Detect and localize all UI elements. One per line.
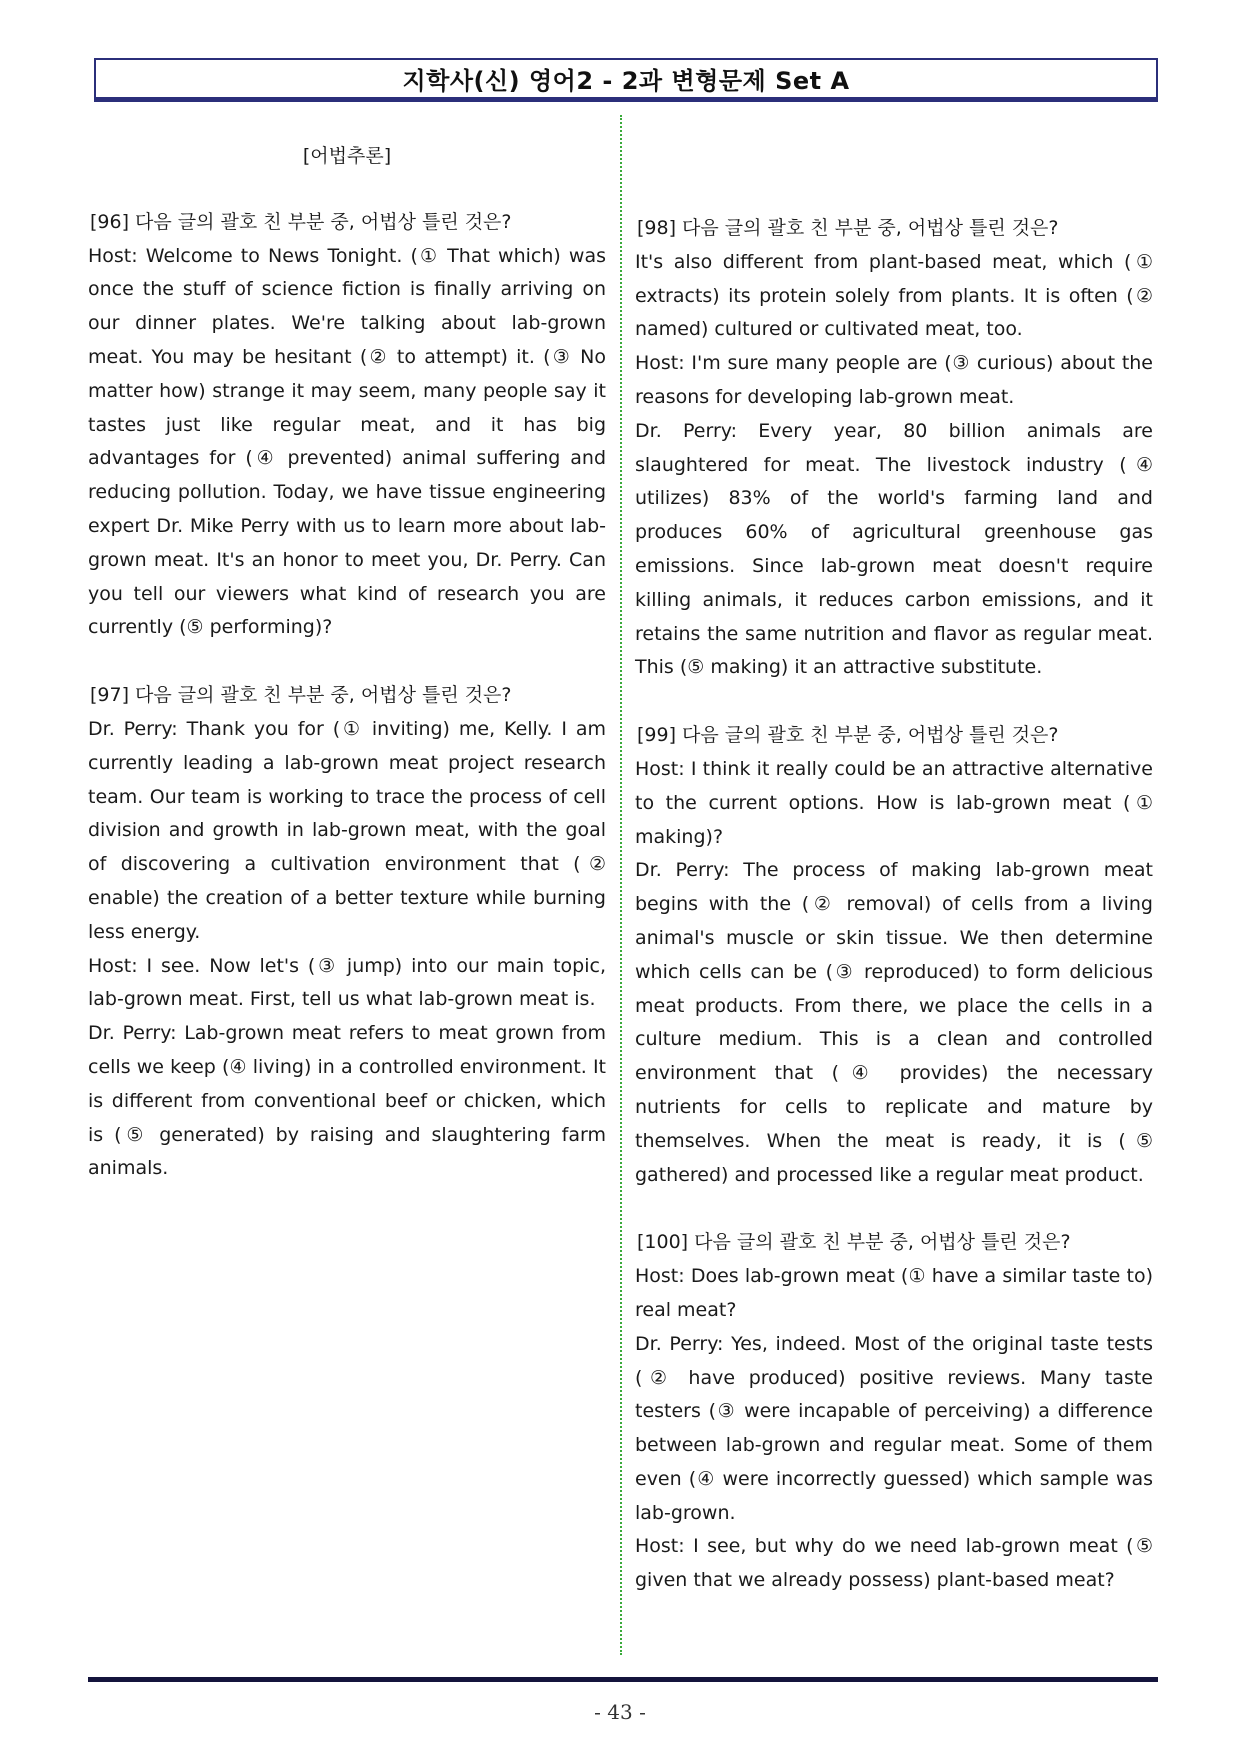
question-100-passage-2: Dr. Perry: Yes, indeed. Most of the original taste tests (② have produced) positive reviews. Many taste testers (③ were incapable of perceiving) a difference between lab-grown and regular meat. Some of them even (④ were incorrectly guessed) which sample was lab-grown. bbox=[635, 1332, 1153, 1524]
question-98-heading: [98] 다음 글의 괄호 친 부분 중, 어법상 틀린 것은? bbox=[637, 217, 1059, 239]
question-100-passage-3: Host: I see, but why do we need lab-grown meat (⑤ given that we already possess) plant-based meat? bbox=[635, 1535, 1153, 1592]
question-100-passage-1: Host: Does lab-grown meat (① have a similar taste to) real meat? bbox=[635, 1265, 1153, 1321]
page-title-box bbox=[94, 58, 1158, 102]
question-97-passage-3: Dr. Perry: Lab-grown meat refers to meat grown from cells we keep (④ living) in a controlled environment. It is different from conventional beef or chicken, which is (⑤ generated) by raising and slaughtering farm animals. bbox=[88, 1022, 606, 1180]
question-96-passage: Host: Welcome to News Tonight. (① That which) was once the stuff of science fiction is finally arriving on our dinner plates. We're talking about lab-grown meat. You may be hesitant (② to attempt) it. (③ No matter how) strange it may seem, many people say it tastes just like regular meat, and it has big advantages for (④ prevented) animal suffering and reducing pollution. Today, we have tissue engineering expert Dr. Mike Perry with us to learn more about lab-grown meat. It's an honor to meet you, Dr. Perry. Can you tell our viewers what kind of research you are currently (⑤ performing)? bbox=[88, 244, 606, 639]
left-column bbox=[88, 140, 606, 1186]
question-97-passage-2: Host: I see. Now let's (③ jump) into our main topic, lab-grown meat. First, tell us what lab-grown meat is. bbox=[88, 954, 606, 1011]
question-99-passage-2: Dr. Perry: The process of making lab-grown meat begins with the (② removal) of cells from a living animal's muscle or skin tissue. We then determine which cells can be (③ reproduced) to form delicious meat products. From there, we place the cells in a culture medium. This is a clean and controlled environment that (④ provides) the necessary nutrients for cells to replicate and mature by themselves. When the meat is ready, it is (⑤ gathered) and processed like a regular meat product. bbox=[635, 859, 1153, 1186]
page-number: - 43 - bbox=[594, 1700, 646, 1724]
footer-rule bbox=[88, 1677, 1158, 1682]
question-97-passage-1: Dr. Perry: Thank you for (① inviting) me, Kelly. I am currently leading a lab-grown meat project research team. Our team is working to trace the process of cell division and growth in lab-grown meat, with the goal of discovering a cultivation environment that (② enable) the creation of a better texture while burning less energy. bbox=[88, 717, 606, 943]
page-title: 지학사(신) 영어2 - 2과 변형문제 Set A bbox=[402, 67, 850, 95]
question-96-heading: [96] 다음 글의 괄호 친 부분 중, 어법상 틀린 것은? bbox=[90, 210, 512, 233]
question-97-heading: [97] 다음 글의 괄호 친 부분 중, 어법상 틀린 것은? bbox=[90, 684, 512, 707]
column-divider bbox=[620, 115, 622, 1655]
question-98 bbox=[635, 212, 1153, 685]
question-100-heading: [100] 다음 글의 괄호 친 부분 중, 어법상 틀린 것은? bbox=[637, 1231, 1071, 1254]
question-97 bbox=[88, 679, 606, 1186]
right-column bbox=[635, 212, 1153, 1598]
question-99 bbox=[635, 719, 1153, 1192]
question-99-passage-1: Host: I think it really could be an attractive alternative to the current options. How is lab-grown meat (① making)? bbox=[635, 757, 1153, 848]
question-99-heading: [99] 다음 글의 괄호 친 부분 중, 어법상 틀린 것은? bbox=[637, 724, 1059, 747]
section-label: [어법추론] bbox=[302, 145, 392, 167]
question-98-passage-3: Dr. Perry: Every year, 80 billion animals are slaughtered for meat. The livestock industry (④ utilizes) 83% of the world's farming land and produces 60% of agricultural greenhouse gas emissions. Since lab-grown meat doesn't require killing animals, it reduces carbon emissions, and it retains the same nutrition and flavor as regular meat. This (⑤ making) it an attractive substitute. bbox=[635, 419, 1153, 679]
question-100 bbox=[635, 1226, 1153, 1598]
question-98-passage-2: Host: I'm sure many people are (③ curious) about the reasons for developing lab-grown meat. bbox=[635, 352, 1153, 408]
question-96 bbox=[88, 206, 606, 645]
question-98-passage-1: It's also different from plant-based meat, which (① extracts) its protein solely from plants. It is often (② named) cultured or cultivated meat, too. bbox=[635, 250, 1153, 341]
